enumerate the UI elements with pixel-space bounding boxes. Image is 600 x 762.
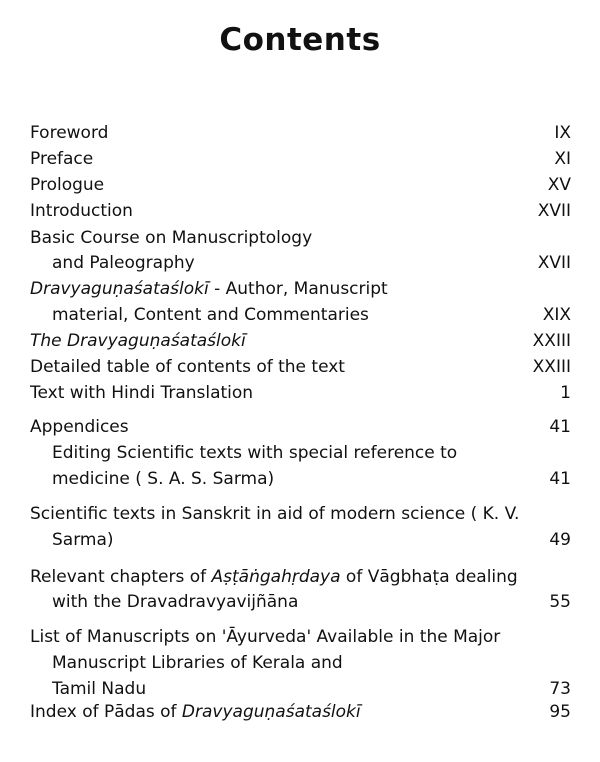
toc-entry-text-before: Relevant chapters of: [30, 567, 212, 587]
toc-entry-page: XV: [547, 175, 571, 195]
toc-entry-appendices: [30, 415, 571, 439]
toc-entry-italic-text: Dravyaguṇaśataślokī: [181, 702, 361, 722]
toc-entry-editing-scientific: [52, 441, 571, 465]
toc-entry-italic-text: The Dravyaguṇaśataślokī: [30, 331, 246, 351]
toc-entry-list-manuscripts-cont: [52, 651, 571, 675]
toc-entry-basic-course: [30, 226, 571, 250]
toc-entry-text: Prologue: [30, 175, 105, 195]
toc-entry-page: XVII: [537, 253, 571, 273]
toc-entry-text: Basic Course on Manuscriptology: [30, 228, 313, 248]
toc-entry-text: Foreword: [30, 123, 109, 143]
toc-entry-preface: [30, 147, 571, 171]
page-title: Contents: [219, 22, 381, 58]
toc-entry-text: medicine ( S. A. S. Sarma): [52, 469, 275, 489]
toc-entry-page: IX: [554, 123, 571, 143]
toc-entry-text: Text with Hindi Translation: [30, 383, 254, 403]
toc-entry-text: with the Dravadravyavijñāna: [52, 592, 299, 612]
toc-entry-text: material, Content and Commentaries: [52, 305, 369, 325]
toc-entry-page: 49: [549, 530, 571, 550]
toc-entry-page: 41: [549, 469, 571, 489]
toc-entry-text: Appendices: [30, 417, 129, 437]
toc-entry-text: Manuscript Libraries of Kerala and: [52, 653, 343, 673]
toc-entry-scientific-texts-cont: [52, 528, 571, 552]
toc-entry-page: XI: [554, 149, 571, 169]
toc-entry-list-manuscripts: [30, 625, 571, 649]
toc-entry-text: Sarma): [52, 530, 114, 550]
toc-entry-relevant-chapters: [30, 565, 571, 589]
toc-entry-scientific-texts: [30, 502, 571, 526]
toc-entry-dravyaguna-author: [30, 277, 571, 301]
toc-entry-text: Introduction: [30, 201, 133, 221]
toc-entry-page: 1: [560, 383, 571, 403]
toc-entry-page: 73: [549, 679, 571, 699]
toc-entry-text: Tamil Nadu: [52, 679, 147, 699]
toc-entry-page: XVII: [537, 201, 571, 221]
toc-entry-relevant-chapters-cont: [52, 590, 571, 614]
toc-entry-page: 55: [549, 592, 571, 612]
toc-entry-page: XXIII: [532, 357, 571, 377]
toc-entry-text: [30, 565, 518, 589]
toc-entry-page: 95: [549, 702, 571, 722]
toc-entry-text: List of Manuscripts on 'Āyurveda' Available in the Major: [30, 627, 501, 647]
toc-entry-text: Editing Scientific texts with special reference to: [52, 443, 458, 463]
toc-entry-page: XIX: [542, 305, 571, 325]
toc-entry-italic-text: Dravyaguṇaśataślokī: [30, 279, 209, 299]
toc-entry-introduction: [30, 199, 571, 223]
toc-entry-page: 41: [549, 417, 571, 437]
toc-entry-text-before: Index of Pādas of: [30, 702, 182, 722]
toc-entry-text: Detailed table of contents of the text: [30, 357, 345, 377]
toc-entry-editing-scientific-cont: [52, 467, 571, 491]
toc-entry-page: XXIII: [532, 331, 571, 351]
toc-entry-foreword: [30, 121, 571, 145]
toc-entry-list-manuscripts-cont2: [52, 677, 571, 701]
toc-entry-the-dravyaguna: [30, 329, 571, 353]
toc-entry-text: and Paleography: [52, 253, 195, 273]
toc-entry-index-padas: [30, 700, 571, 724]
toc-entry-text: Preface: [30, 149, 94, 169]
toc-entry-text-after: of Vāgbhaṭa dealing: [340, 567, 518, 587]
toc-entry-basic-course-cont: [52, 251, 571, 275]
toc-entry-italic-text: Aṣṭāṅgahṛdaya: [211, 567, 341, 587]
toc-entry-dravyaguna-author-cont: [52, 303, 571, 327]
toc-entry-text-rest: - Author, Manuscript: [208, 279, 388, 299]
toc-entry-text: [30, 700, 361, 724]
toc-entry-text: [30, 277, 388, 301]
toc-entry-prologue: [30, 173, 571, 197]
toc-entry-text: Scientific texts in Sanskrit in aid of modern science ( K. V.: [30, 504, 520, 524]
toc-entry-text-hindi: [30, 381, 571, 405]
toc-entry-detailed-table: [30, 355, 571, 379]
